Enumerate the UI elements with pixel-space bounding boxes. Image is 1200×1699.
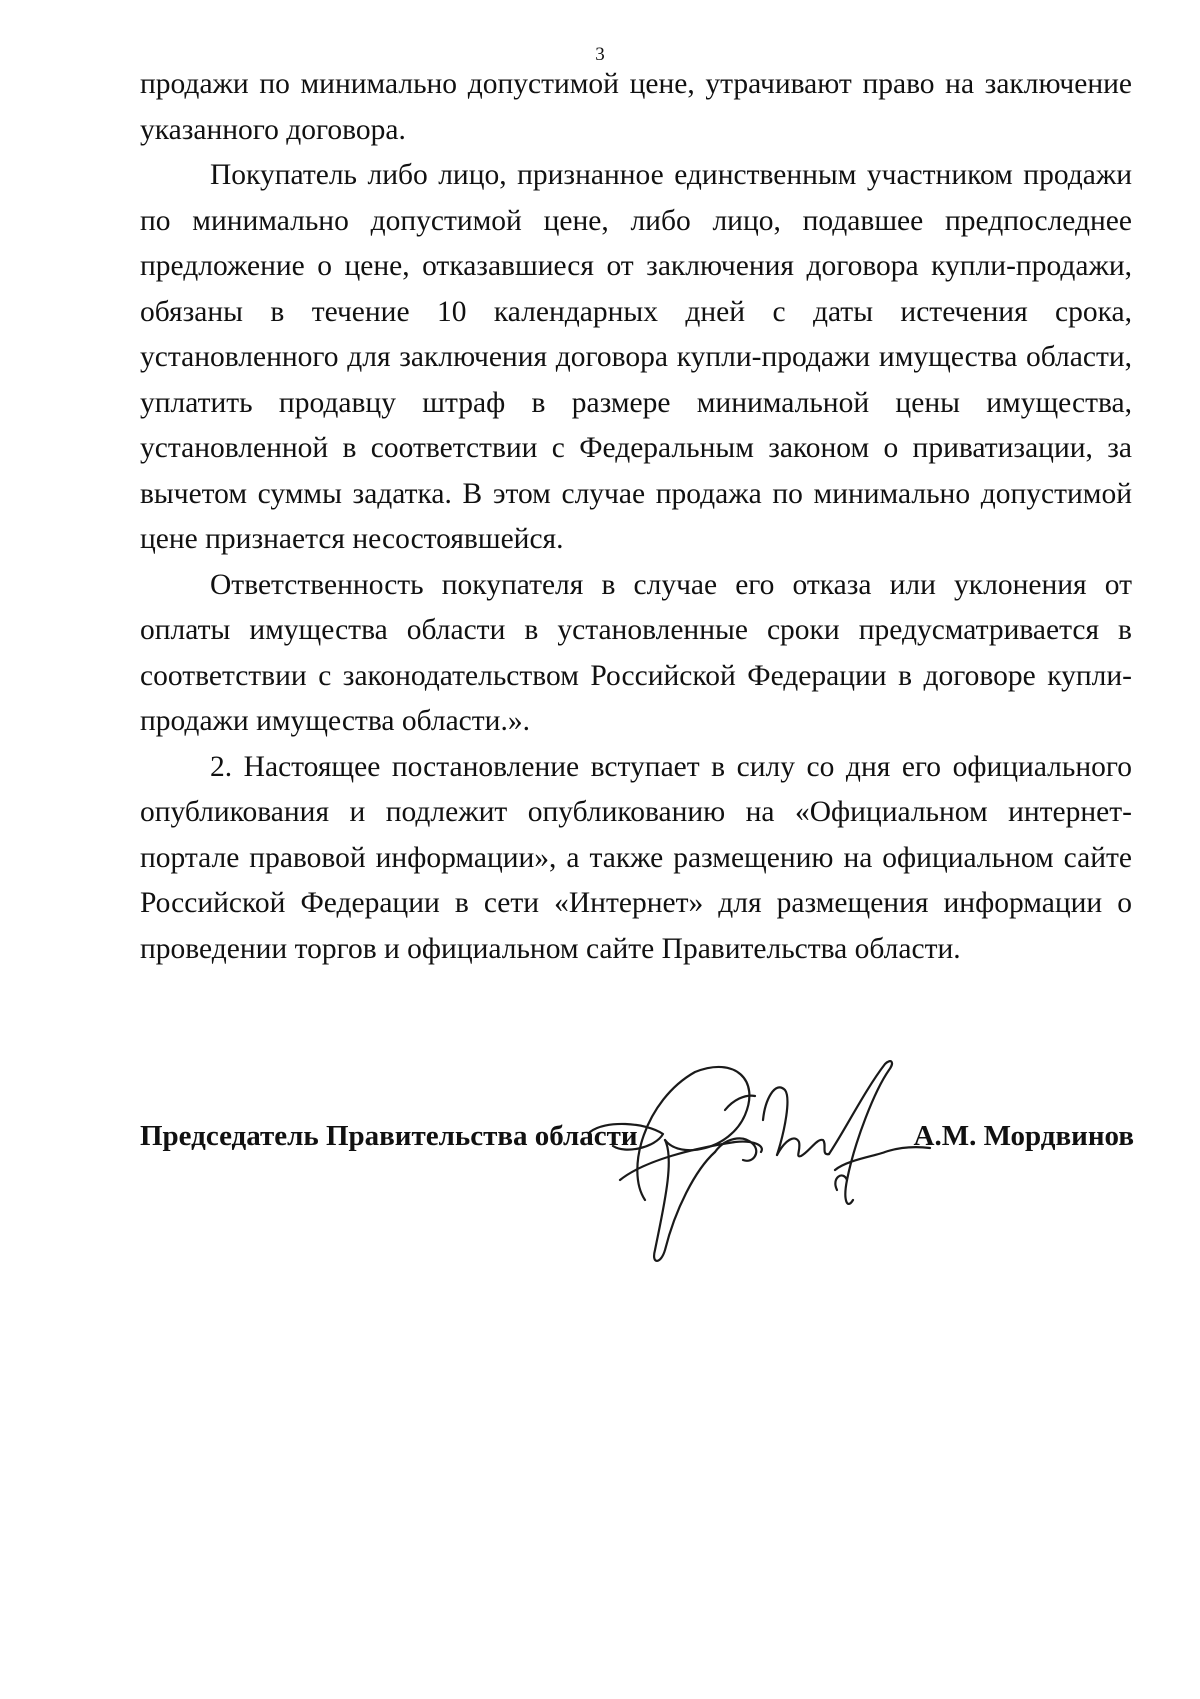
document-body bbox=[140, 62, 1132, 972]
signature-icon bbox=[585, 1060, 960, 1270]
page-number: 3 bbox=[595, 44, 605, 65]
paragraph-entry-into-force: 2. Настоящее постановление вступает в силу со дня его официального опубликования и подлежит опубликованию на «Официальном интернет-портале правовой информации», а также размещению на официальном сайте Российской Федерации в сети «Интернет» для размещения информации о проведении торгов и официальном сайте Правительства области. bbox=[140, 750, 1132, 965]
paragraph-continuation: продажи по минимально допустимой цене, утрачивают право на заключение указанного договора. bbox=[140, 68, 1132, 146]
paragraph-buyer-responsibility: Ответственность покупателя в случае его отказа или уклонения от оплаты имущества области в установленные сроки предусматривается в соответствии с законодательством Российской Федерации в договоре купли-продажи имущества области.». bbox=[140, 568, 1132, 737]
signer-name: А.М. Мордвинов bbox=[913, 1120, 1134, 1152]
paragraph-buyer-penalty: Покупатель либо лицо, признанное единственным участником продажи по минимально допустимой цене, либо лицо, подавшее предпоследнее предложение о цене, отказавшиеся от заключения договора купли-продажи, обязаны в течение 10 календарных дней с даты истечения срока, установленного для заключения договора купли-продажи имущества области, уплатить продавцу штраф в размере минимальной цены имущества, установленной в соответствии с Федеральным законом о приватизации, за вычетом суммы задатка. В этом случае продажа по минимально допустимой цене признается несостоявшейся. bbox=[140, 159, 1132, 555]
signer-position: Председатель Правительства области bbox=[140, 1120, 638, 1152]
